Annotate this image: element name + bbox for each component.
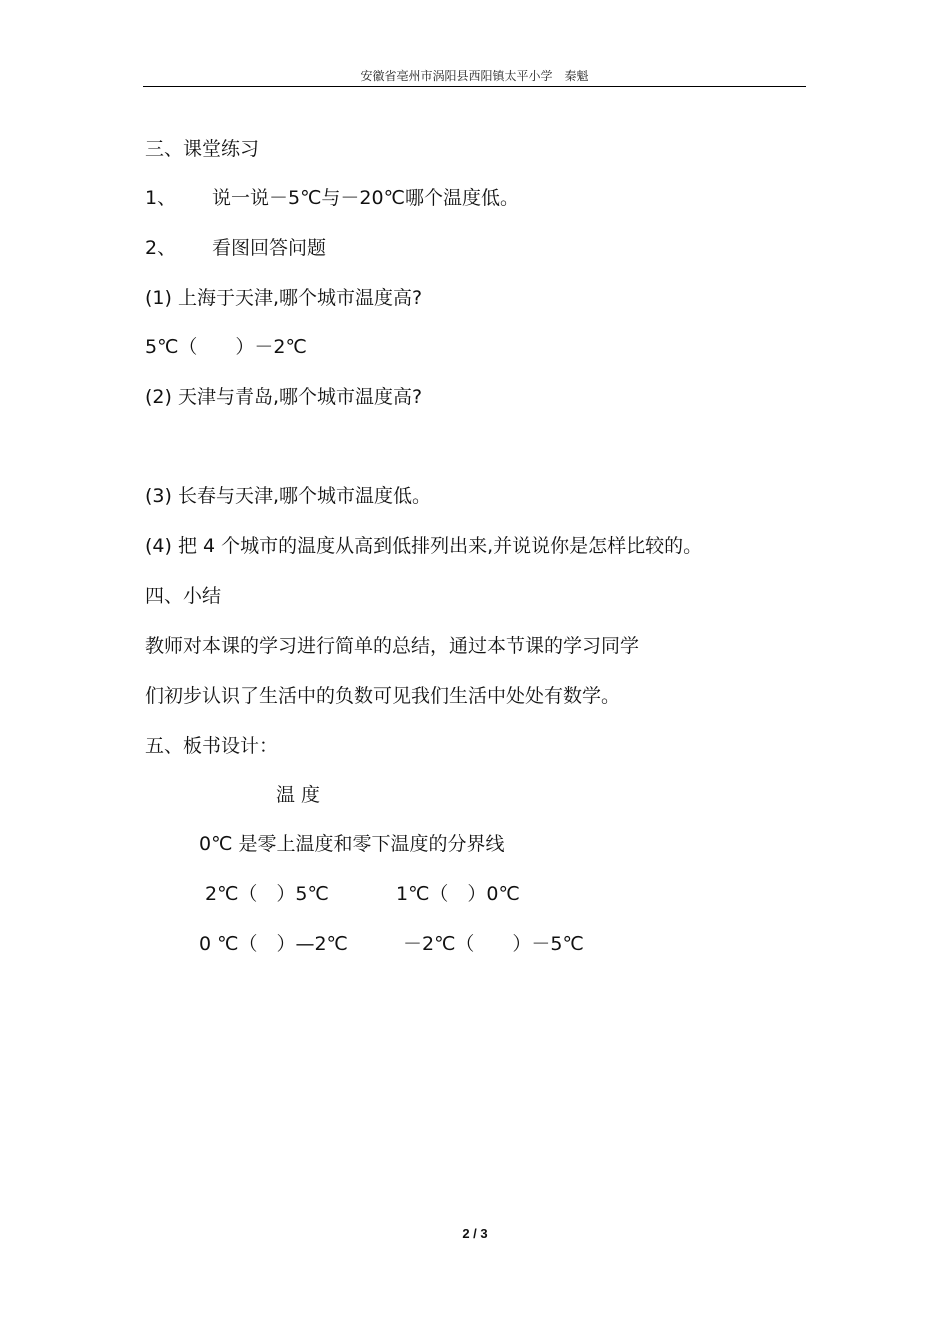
board-compare-2b: －2℃（ ）－5℃	[403, 933, 584, 955]
question-3: (3) 长春与天津,哪个城市温度低。	[145, 485, 431, 507]
board-compare-2a: 0 ℃（ ）—2℃	[199, 933, 348, 955]
section-4-title: 四、小结	[145, 585, 222, 607]
question-1-compare: 5℃（ ）－2℃	[145, 336, 307, 358]
item-2-number: 2、	[145, 237, 177, 259]
board-title: 温 度	[276, 784, 321, 806]
question-2: (2) 天津与青岛,哪个城市温度高?	[145, 386, 423, 408]
item-1-number: 1、	[145, 187, 177, 209]
page-header: 安徽省亳州市涡阳县西阳镇太平小学 秦魁	[143, 66, 806, 87]
page-number: 2 / 3	[462, 1226, 488, 1241]
item-2-text: 看图回答问题	[212, 237, 327, 259]
section-5-title: 五、板书设计：	[145, 735, 279, 757]
question-1: (1) 上海于天津,哪个城市温度高?	[145, 287, 423, 309]
board-compare-1b: 1℃（ ）0℃	[396, 883, 520, 905]
board-compare-1a: 2℃（ ）5℃	[205, 883, 329, 905]
item-1-text: 说一说－5℃与－20℃哪个温度低。	[212, 187, 519, 209]
board-line-1: 0℃ 是零上温度和零下温度的分界线	[199, 833, 505, 855]
summary-line-1: 教师对本课的学习进行简单的总结，通过本节课的学习同学	[145, 635, 640, 657]
section-3-title: 三、课堂练习	[145, 138, 260, 160]
question-4: (4) 把 4 个城市的温度从高到低排列出来,并说说你是怎样比较的。	[145, 535, 703, 557]
exercise-item-2	[145, 236, 326, 260]
exercise-item-1	[145, 186, 519, 210]
summary-line-2: 们初步认识了生活中的负数可见我们生活中处处有数学。	[145, 685, 621, 707]
